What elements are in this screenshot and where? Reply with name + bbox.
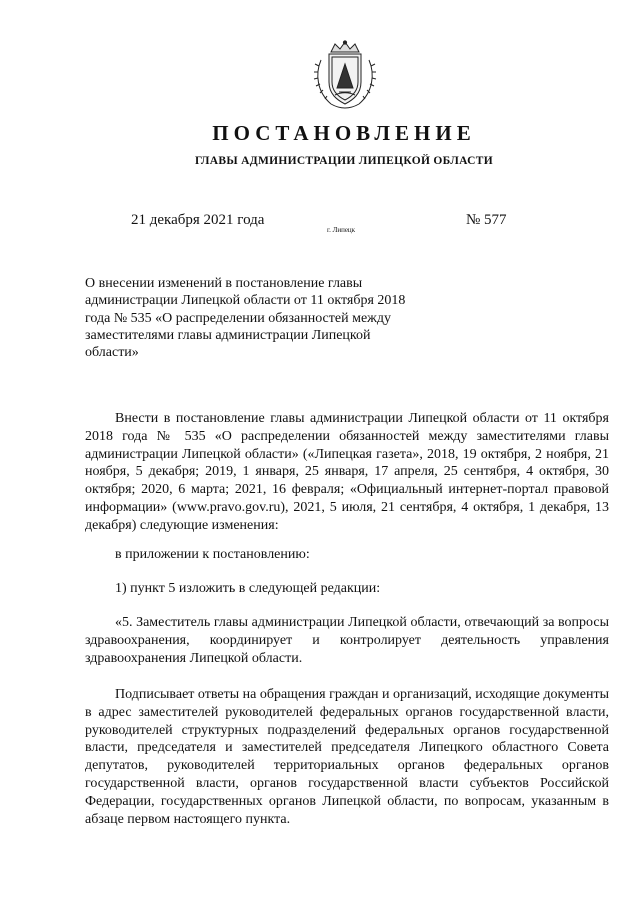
body-paragraph-2: в приложении к постановлению: [115, 547, 310, 562]
body-paragraph-3: 1) пункт 5 изложить в следующей редакции: [115, 581, 381, 596]
document-city: г. Липецк [327, 226, 356, 234]
body-paragraph-4: «5. Заместитель главы администрации Липецкой области, отвечающий за вопросы здравоохранения, координирует и контролирует деятельность управления здравоохранения Липецкой области. [85, 615, 609, 666]
body-paragraph-1: Внести в постановление главы администрации Липецкой области от 11 октября 2018 года № 535 «О распределении обязанностей между заместителями главы администрации Липецкой области» («Липецкая газета», 2018, 19 октября, 2 ноября, 21 ноября, 5 декабря; 2019, 1 января, 25 января, 17 апреля, 25 сентября, 4 октября, 30 октября; 2020, 6 марта; 2021, 16 февраля; «Официальный интернет-портал правовой информации» (www.pravo.gov.ru), 2021, 5 июля, 21 сентября, 4 октября, 1 декабря, 13 декабря) следующие изменения: [85, 411, 609, 533]
document-date: 21 декабря 2021 года [131, 212, 265, 228]
document-number: № 577 [466, 212, 507, 228]
document-subject: О внесении изменений в постановление главы администрации Липецкой области от 11 октября 2018 года № 535 «О распределении обязанностей между заместителями главы администрации Липецкой области» [85, 276, 406, 361]
coat-of-arms-emblem-icon [311, 40, 379, 112]
body-paragraph-5: Подписывает ответы на обращения граждан и организаций, исходящие документы в адрес заместителей руководителей федеральных органов государственной власти, руководителей структурных подразделений федеральных органов государственной власти, председателя и заместителей председателя Липецкого областного Совета депутатов, руководителей территориальных органов федеральных органов государственной власти, органов государственной власти субъектов Российской Федерации, государственных органов Липецкой области, по вопросам, указанным в абзаце первом настоящего пункта. [85, 687, 609, 827]
document-subtitle: ГЛАВЫ АДМИНИСТРАЦИИ ЛИПЕЦКОЙ ОБЛАСТИ [195, 155, 493, 167]
document-title: ПОСТАНОВЛЕНИЕ [212, 121, 476, 145]
